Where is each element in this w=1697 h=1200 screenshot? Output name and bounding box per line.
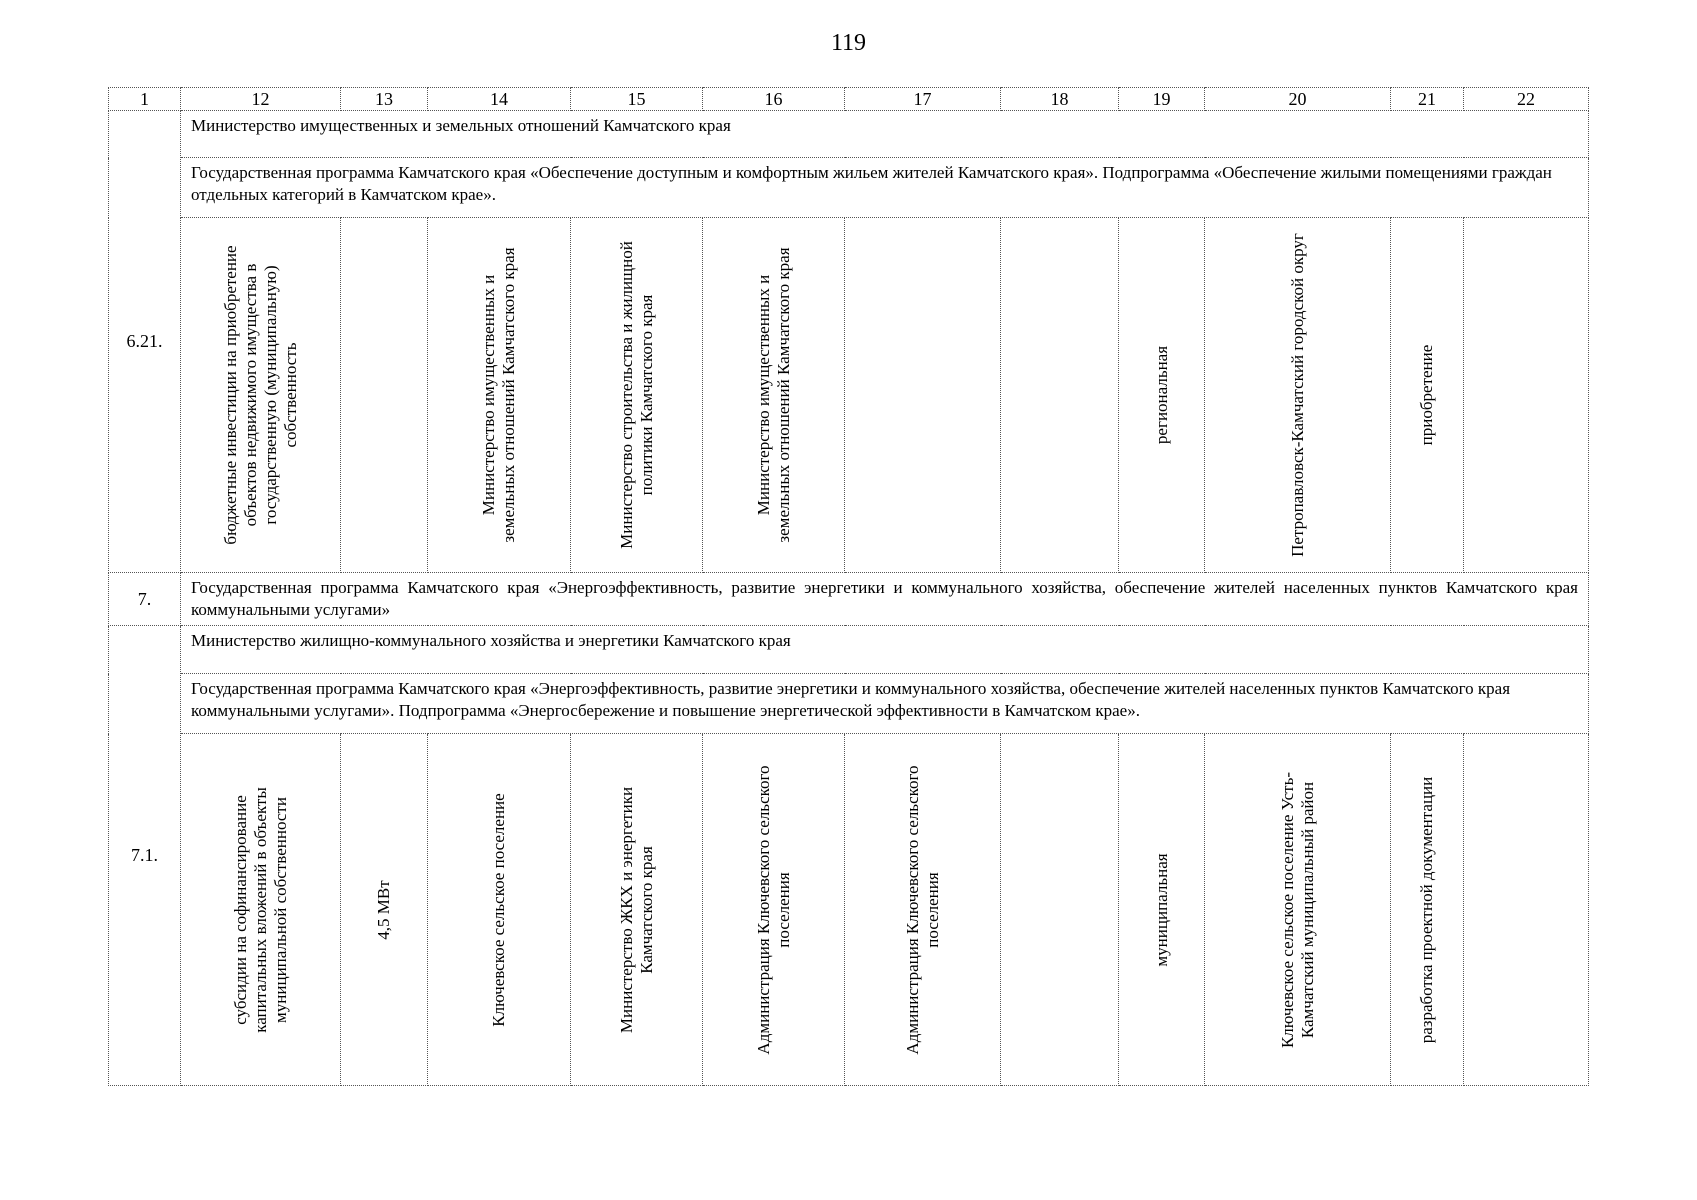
cell-text: Министерство строительства и жилищной политики Камчатского края: [616, 241, 656, 549]
column-header: 1: [109, 88, 181, 111]
table-cell: [181, 218, 341, 573]
cell-text: региональная: [1151, 345, 1171, 445]
column-header: 17: [845, 88, 1001, 111]
table-row: [109, 158, 1589, 218]
table-cell: [1464, 734, 1589, 1086]
program-name: Государственная программа Камчатского края «Энергоэффективность, развитие энергетики и коммунального хозяйства, обеспечение жителей населенных пунктов Камчатского края коммунальными услугами»: [181, 573, 1589, 626]
column-header: 20: [1205, 88, 1391, 111]
cell-text: Ключевское сельское поселение Усть-Камчатский муниципальный район: [1277, 771, 1317, 1048]
table-cell: [428, 734, 571, 1086]
table-cell: [428, 218, 571, 573]
column-header: 14: [428, 88, 571, 111]
column-header-row: [109, 88, 1589, 111]
column-header: 22: [1464, 88, 1589, 111]
column-header: 13: [341, 88, 428, 111]
table-cell: [1205, 218, 1391, 573]
table-cell: [1119, 734, 1205, 1086]
column-header: 18: [1001, 88, 1119, 111]
cell-text: Администрация Ключевского сельского поселения: [902, 764, 942, 1055]
cell-text: Администрация Ключевского сельского поселения: [753, 764, 793, 1055]
cell-text: муниципальная: [1151, 852, 1171, 967]
table-cell: [845, 734, 1001, 1086]
column-header: 12: [181, 88, 341, 111]
cell-text: Ключевское сельское поселение: [489, 792, 508, 1027]
column-header: 16: [703, 88, 845, 111]
table-row: [109, 626, 1589, 674]
row-number: 6.21.: [109, 111, 181, 573]
table-cell: [341, 734, 428, 1086]
cell-text: Петропавловск-Камчатский городской округ: [1287, 233, 1307, 557]
ministry-name: Министерство имущественных и земельных отношений Камчатского края: [181, 111, 1589, 158]
table-row: [109, 734, 1589, 1086]
table-cell: [703, 218, 845, 573]
cell-text: субсидии на софинансирование капитальных вложений в объекты муниципальной собственности: [230, 786, 290, 1033]
table-row: [109, 674, 1589, 734]
table-row: [109, 218, 1589, 573]
column-header: 19: [1119, 88, 1205, 111]
table-cell: [703, 734, 845, 1086]
cell-text: разработка проектной документации: [1417, 776, 1436, 1043]
row-number: 7.: [109, 573, 181, 626]
table-row: [109, 111, 1589, 158]
column-header: 21: [1391, 88, 1464, 111]
table-cell: [571, 218, 703, 573]
table-cell: [1001, 734, 1119, 1086]
ministry-name: Министерство жилищно-коммунального хозяйства и энергетики Камчатского края: [181, 626, 1589, 674]
table-row: [109, 573, 1589, 626]
cell-text: 4,5 МВт: [374, 879, 393, 940]
table-cell: [341, 218, 428, 573]
column-header: 15: [571, 88, 703, 111]
table-cell: [1391, 218, 1464, 573]
table-cell: [1001, 218, 1119, 573]
table-cell: [571, 734, 703, 1086]
table-cell: [1391, 734, 1464, 1086]
cell-text: Министерство имущественных и земельных отношений Камчатского края: [753, 247, 793, 543]
row-number: 7.1.: [109, 626, 181, 1086]
program-name: Государственная программа Камчатского края «Энергоэффективность, развитие энергетики и коммунального хозяйства, обеспечение жителей населенных пунктов Камчатского края коммунальными услугами». Подпрограмма «Энергосбережение и повышение энергетической эффективности в Камчатском крае».: [181, 674, 1589, 734]
data-table: [108, 87, 1589, 1086]
table-cell: [1464, 218, 1589, 573]
cell-text: Министерство имущественных и земельных отношений Камчатского края: [479, 247, 518, 543]
cell-text: Министерство ЖКХ и энергетики Камчатского края: [616, 786, 656, 1033]
cell-text: приобретение: [1417, 344, 1436, 446]
cell-text: бюджетные инвестиции на приобретение объектов недвижимого имущества в государственную (муниципальную) собственность: [220, 245, 300, 545]
page-number: 119: [830, 30, 867, 56]
table-cell: [845, 218, 1001, 573]
table-cell: [181, 734, 341, 1086]
table-cell: [1119, 218, 1205, 573]
table-cell: [1205, 734, 1391, 1086]
program-name: Государственная программа Камчатского края «Обеспечение доступным и комфортным жильем жителей Камчатского края». Подпрограмма «Обеспечение жилыми помещениями граждан отдельных категорий в Камчатском крае».: [181, 158, 1589, 218]
